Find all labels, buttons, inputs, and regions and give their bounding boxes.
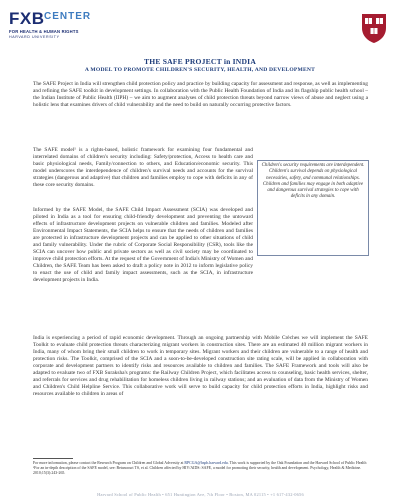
logo-university: HARVARD UNIVERSITY xyxy=(9,35,60,39)
footnote-divider xyxy=(33,458,73,459)
fxb-center-logo xyxy=(9,9,149,49)
scia-paragraph: Informed by the SAFE Model, the SAFE Child Impact Assessment (SCIA) was developed and piloted in India as a tool for ensuring child-friendly development and preventing the untoward effects of infrastructure development projects on vulnerable children and families. Modeled after Environmental Impact Statements, the SCIA helps to ensure that the needs of children and families are protected in infrastructure development projects and can be applied to other situations of child and family vulnerability. Under the rubric of Corporate Social Responsibility (CSR), tools like the SCIA can uncover how public and private sectors as well as civil society may be coordinated to improve child protection efforts. At the request of the Government of India's Ministry of Women and Children, the SAFE Team has been asked to draft a policy note in 2012 to inform legislative policy to enact the use of child and family impact assessments, such as the SCIA, in infrastructure development projects in India. xyxy=(33,207,253,284)
footnotes xyxy=(33,461,368,476)
footnote-contact: For more information, please contact the Research Program on Children and Global Adversity at RPCGA@hsph.harvard.edu. This work is supported by the Oak Foundation and the Harvard School of Public Health xyxy=(33,461,367,465)
intro-paragraph: The SAFE Project in India will strengthen child protection policy and practice by building capacity for assessment and response, as well as implementing and refining the SAFE toolkit in development settings. In collaboration with the Public Health Foundation of India and its flagship public health school – the Indian Institute of Public Health (IIPH) – we aim to augment analyses of child protection threats beyond narrow views of abuse and neglect using a holistic lens that examines drivers of child vulnerability and the need to build on naturally occurring protective factors. xyxy=(33,81,368,109)
contact-email-link[interactable]: RPCGA@hsph.harvard.edu xyxy=(184,461,228,465)
harvard-shield-icon xyxy=(360,12,388,44)
callout-text: Children's security requirements are interdependent. Children's survival depends on physiological necessities, safety, and communal relationships. Children and families may engage in both adaptive and dangerous survival strategies to cope with deficits in any domain. xyxy=(261,163,365,200)
callout-box xyxy=(257,160,369,256)
logo-center-word: CENTER xyxy=(44,11,92,22)
page-title: THE SAFE PROJECT in INDIA xyxy=(143,57,257,66)
migrant-workers-paragraph: India is experiencing a period of rapid economic development. Through an ongoing partnership with Mobile Crèches we will implement the SAFE Toolkit to evaluate child protection threats characterizing migrant workers in construction sites. There are an estimated 40 million migrant workers in India, many of whom bring their small children to work in temporary sites. Migrant workers and their children are vulnerable to a range of health and protection risks. The Toolkit, comprised of the SCIA and a soon-to-be-developed construction site rating scale, will be applied in collaboration with corporate and development partners to identify risks and resources available to children and families. The SAFE Framework and tools will also be adapted to evaluate two of FXB Suraksha's programs: the Railway Children Project, which facilitates access to counseling, basic health services, shelter, and referrals for services and drug rehabilitation for homeless children living in railway stations; and an evaluation of data from the Ministry of Women and Children's Child Helpline Service. This collaborative work will serve to build capacity for child protection efforts in India, highlight risks and resources available to children in areas of xyxy=(33,335,368,398)
safe-model-paragraph: The SAFE model¹ is a rights-based, holistic framework for examining four fundamental and interrelated domains of children's security including: Safety/protection, Access to health care and basic physiological needs, Family/connection to others, and Education/economic security. This model underscores the interdependence of children's survival needs and accounts for the survival strategies (dangerous and adaptive) that children and families employ to cope with deficits in any of these core security domains. xyxy=(33,147,253,189)
page-subtitle: A MODEL TO PROMOTE CHILDREN'S SECURITY, HEALTH, AND DEVELOPMENT xyxy=(84,67,316,73)
logo-mark: FXB xyxy=(9,9,45,28)
page-footer: Harvard School of Public Health • 651 Huntington Ave, 7th Floor • Boston, MA 02115 • +1 617-432-0656 xyxy=(97,492,304,497)
logo-subtitle: FOR HEALTH & HUMAN RIGHTS xyxy=(9,29,79,34)
footnote-citation: ¹For an in-depth description of the SAFE model, see: Betancourt TS, et al. Children affected by HIV/AIDS: SAFE, a model for promoting their security, health and development. Psychology, Health & Medicine. 2010;15(3):243-265. xyxy=(33,465,362,475)
